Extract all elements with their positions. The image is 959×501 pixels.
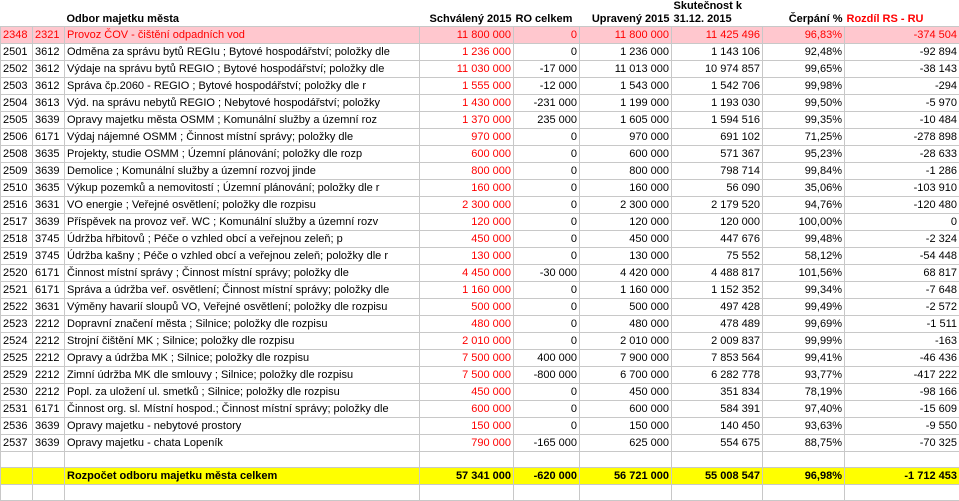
- cell-skutecnost: 571 367: [672, 146, 763, 163]
- empty-cell: [65, 485, 420, 501]
- cell-ro: 0: [514, 316, 580, 333]
- cell-schvaleny: 160 000: [420, 180, 514, 197]
- cell-ro: 0: [514, 248, 580, 265]
- cell-rozdil: -2 324: [845, 231, 959, 248]
- table-row[interactable]: [1, 367, 959, 384]
- cell-schvaleny: 2 300 000: [420, 197, 514, 214]
- cell-skutecnost: 7 853 564: [672, 350, 763, 367]
- table-row[interactable]: [1, 163, 959, 180]
- cell-paragraph: 2212: [33, 350, 65, 367]
- table-row[interactable]: [1, 180, 959, 197]
- cell-paragraph: 6171: [33, 265, 65, 282]
- header-rozdil: Rozdíl RS - RU: [845, 12, 959, 27]
- cell-paragraph: 2212: [33, 384, 65, 401]
- cell-cerpani: 88,75%: [763, 435, 845, 452]
- total-rozdil: -1 712 453: [845, 468, 959, 485]
- empty-cell: [672, 485, 763, 501]
- cell-ro: 0: [514, 163, 580, 180]
- table-row[interactable]: [1, 316, 959, 333]
- cell-schvaleny: 970 000: [420, 129, 514, 146]
- cell-upraveny: 120 000: [580, 214, 672, 231]
- cell-name: Opravy majetku města OSMM ; Komunální služby a územní roz: [65, 112, 420, 129]
- cell-rozdil: -103 910: [845, 180, 959, 197]
- cell-cerpani: 97,40%: [763, 401, 845, 418]
- cell-name: Výdaj nájemné OSMM ; Činnost místní správy; položky dle: [65, 129, 420, 146]
- cell-cerpani: 99,50%: [763, 95, 845, 112]
- cell-upraveny: 1 236 000: [580, 44, 672, 61]
- cell-paragraph: 3745: [33, 248, 65, 265]
- cell-paragraph: 6171: [33, 282, 65, 299]
- cell-cerpani: 99,35%: [763, 112, 845, 129]
- cell-cerpani: 99,34%: [763, 282, 845, 299]
- cell-paragraph: 3635: [33, 180, 65, 197]
- cell-upraveny: 970 000: [580, 129, 672, 146]
- cell-rozdil: -92 894: [845, 44, 959, 61]
- cell-rozdil: -98 166: [845, 384, 959, 401]
- total-upraveny: 56 721 000: [580, 468, 672, 485]
- cell-ro: 0: [514, 384, 580, 401]
- cell-paragraph: 3613: [33, 95, 65, 112]
- cell-rozdil: -163: [845, 333, 959, 350]
- cell-ro: 0: [514, 197, 580, 214]
- cell-schvaleny: 120 000: [420, 214, 514, 231]
- cell-code: 2520: [1, 265, 33, 282]
- cell-cerpani: 99,99%: [763, 333, 845, 350]
- empty-cell: [33, 485, 65, 501]
- cell-skutecnost: 6 282 778: [672, 367, 763, 384]
- cell-name: Výd. na správu nebytů REGIO ; Nebytové hospodářství; položky: [65, 95, 420, 112]
- empty-cell: [1, 468, 33, 485]
- cell-skutecnost: 1 193 030: [672, 95, 763, 112]
- cell-schvaleny: 11 800 000: [420, 27, 514, 44]
- cell-paragraph: 3612: [33, 61, 65, 78]
- cell-code: 2522: [1, 299, 33, 316]
- cell-upraveny: 6 700 000: [580, 367, 672, 384]
- total-skutecnost: 55 008 547: [672, 468, 763, 485]
- cell-schvaleny: 600 000: [420, 146, 514, 163]
- cell-schvaleny: 800 000: [420, 163, 514, 180]
- cell-code: 2519: [1, 248, 33, 265]
- cell-code: 2504: [1, 95, 33, 112]
- cell-paragraph: 3612: [33, 44, 65, 61]
- cell-upraveny: 2 010 000: [580, 333, 672, 350]
- table-row[interactable]: [1, 78, 959, 95]
- cell-rozdil: -54 448: [845, 248, 959, 265]
- cell-schvaleny: 1 430 000: [420, 95, 514, 112]
- cell-ro: 0: [514, 282, 580, 299]
- cell-skutecnost: 691 102: [672, 129, 763, 146]
- cell-upraveny: 480 000: [580, 316, 672, 333]
- header-odbor: Odbor majetku města: [65, 12, 420, 27]
- cell-rozdil: -15 609: [845, 401, 959, 418]
- empty-cell: [763, 452, 845, 468]
- header-row-1: [1, 0, 959, 12]
- cell-code: 2523: [1, 316, 33, 333]
- cell-skutecnost: 2 009 837: [672, 333, 763, 350]
- cell-skutecnost: 10 974 857: [672, 61, 763, 78]
- empty-cell: [580, 452, 672, 468]
- cell-rozdil: -46 436: [845, 350, 959, 367]
- cell-paragraph: 3612: [33, 78, 65, 95]
- header-schvaleny: Schválený 2015: [420, 12, 514, 27]
- cell-upraveny: 600 000: [580, 146, 672, 163]
- cell-paragraph: 2212: [33, 316, 65, 333]
- cell-code: 2501: [1, 44, 33, 61]
- cell-upraveny: 625 000: [580, 435, 672, 452]
- cell-cerpani: 100,00%: [763, 214, 845, 231]
- cell-ro: -800 000: [514, 367, 580, 384]
- cell-skutecnost: 75 552: [672, 248, 763, 265]
- cell-name: Dopravní značení města ; Silnice; položky dle rozpisu: [65, 316, 420, 333]
- cell-name: Opravy a údržba MK ; Silnice; položky dle rozpisu: [65, 350, 420, 367]
- cell-cerpani: 71,25%: [763, 129, 845, 146]
- empty-cell: [420, 452, 514, 468]
- cell-ro: -30 000: [514, 265, 580, 282]
- cell-cerpani: 99,98%: [763, 78, 845, 95]
- cell-code: 2521: [1, 282, 33, 299]
- cell-code: 2524: [1, 333, 33, 350]
- cell-cerpani: 99,49%: [763, 299, 845, 316]
- cell-code: 2531: [1, 401, 33, 418]
- empty-cell: [33, 468, 65, 485]
- table-row[interactable]: [1, 197, 959, 214]
- header-row-2: [1, 12, 959, 27]
- cell-ro: 0: [514, 214, 580, 231]
- cell-cerpani: 99,65%: [763, 61, 845, 78]
- table-row[interactable]: [1, 129, 959, 146]
- header-skutecnost-line2: 31.12. 2015: [672, 12, 763, 27]
- cell-code: 2348: [1, 27, 33, 44]
- cell-schvaleny: 1 236 000: [420, 44, 514, 61]
- cell-name: Provoz ČOV - čištění odpadních vod: [65, 27, 420, 44]
- cell-schvaleny: 450 000: [420, 231, 514, 248]
- cell-name: Správa a údržba veř. osvětlení; Činnost místní správy; položky dle: [65, 282, 420, 299]
- cell-code: 2518: [1, 231, 33, 248]
- cell-skutecnost: 1 542 706: [672, 78, 763, 95]
- cell-name: Opravy majetku - chata Lopeník: [65, 435, 420, 452]
- cell-upraveny: 1 199 000: [580, 95, 672, 112]
- cell-code: 2525: [1, 350, 33, 367]
- cell-upraveny: 1 605 000: [580, 112, 672, 129]
- cell-cerpani: 95,23%: [763, 146, 845, 163]
- table-row[interactable]: [1, 61, 959, 78]
- cell-ro: 0: [514, 231, 580, 248]
- header-upraveny: Upravený 2015: [580, 12, 672, 27]
- cell-schvaleny: 1 555 000: [420, 78, 514, 95]
- cell-code: 2502: [1, 61, 33, 78]
- cell-cerpani: 101,56%: [763, 265, 845, 282]
- cell-rozdil: -417 222: [845, 367, 959, 384]
- cell-name: Příspěvek na provoz veř. WC ; Komunální služby a územní rozv: [65, 214, 420, 231]
- cell-name: Projekty, studie OSMM ; Územní plánování; položky dle rozp: [65, 146, 420, 163]
- cell-code: 2509: [1, 163, 33, 180]
- spacer-row: [1, 485, 959, 501]
- header-ro-celkem: RO celkem: [514, 12, 580, 27]
- table-row[interactable]: [1, 265, 959, 282]
- cell-rozdil: -294: [845, 78, 959, 95]
- cell-code: 2505: [1, 112, 33, 129]
- cell-name: Správa čp.2060 - REGIO ; Bytové hospodářství; položky dle r: [65, 78, 420, 95]
- cell-schvaleny: 130 000: [420, 248, 514, 265]
- table-row[interactable]: [1, 214, 959, 231]
- cell-upraveny: 450 000: [580, 384, 672, 401]
- cell-code: 2516: [1, 197, 33, 214]
- total-row[interactable]: [1, 468, 959, 485]
- cell-paragraph: 3639: [33, 112, 65, 129]
- cell-skutecnost: 351 834: [672, 384, 763, 401]
- cell-paragraph: 2321: [33, 27, 65, 44]
- cell-ro: 0: [514, 146, 580, 163]
- cell-rozdil: -28 633: [845, 146, 959, 163]
- cell-skutecnost: 1 152 352: [672, 282, 763, 299]
- cell-schvaleny: 790 000: [420, 435, 514, 452]
- cell-code: 2510: [1, 180, 33, 197]
- cell-rozdil: -5 970: [845, 95, 959, 112]
- cell-name: Odměna za správu bytů REGIu ; Bytové hospodářství; položky dle: [65, 44, 420, 61]
- table-row[interactable]: [1, 95, 959, 112]
- cell-paragraph: 3639: [33, 418, 65, 435]
- cell-schvaleny: 600 000: [420, 401, 514, 418]
- empty-cell: [65, 452, 420, 468]
- cell-rozdil: -278 898: [845, 129, 959, 146]
- empty-cell: [845, 485, 959, 501]
- cell-upraveny: 2 300 000: [580, 197, 672, 214]
- cell-ro: -231 000: [514, 95, 580, 112]
- cell-cerpani: 99,69%: [763, 316, 845, 333]
- cell-schvaleny: 450 000: [420, 384, 514, 401]
- table-row[interactable]: [1, 435, 959, 452]
- cell-paragraph: 3745: [33, 231, 65, 248]
- table-row[interactable]: [1, 248, 959, 265]
- cell-paragraph: 3639: [33, 435, 65, 452]
- table-row[interactable]: [1, 333, 959, 350]
- cell-upraveny: 1 160 000: [580, 282, 672, 299]
- cell-name: Výkup pozemků a nemovitostí ; Územní plánování; položky dle r: [65, 180, 420, 197]
- table-row[interactable]: [1, 44, 959, 61]
- empty-cell: [1, 452, 33, 468]
- cell-upraveny: 600 000: [580, 401, 672, 418]
- cell-ro: -12 000: [514, 78, 580, 95]
- cell-schvaleny: 4 450 000: [420, 265, 514, 282]
- total-ro: -620 000: [514, 468, 580, 485]
- header-cerpani: Čerpání %: [763, 12, 845, 27]
- cell-skutecnost: 554 675: [672, 435, 763, 452]
- empty-cell: [420, 485, 514, 501]
- cell-ro: 0: [514, 129, 580, 146]
- cell-ro: 400 000: [514, 350, 580, 367]
- cell-skutecnost: 56 090: [672, 180, 763, 197]
- total-schvaleny: 57 341 000: [420, 468, 514, 485]
- spacer-row: [1, 452, 959, 468]
- table-row[interactable]: [1, 418, 959, 435]
- table-row[interactable]: [1, 384, 959, 401]
- header-skutecnost-line1: Skutečnost k: [672, 0, 763, 12]
- cell-ro: -17 000: [514, 61, 580, 78]
- cell-code: 2530: [1, 384, 33, 401]
- cell-cerpani: 99,48%: [763, 231, 845, 248]
- cell-rozdil: -1 511: [845, 316, 959, 333]
- cell-paragraph: 3635: [33, 146, 65, 163]
- cell-upraveny: 150 000: [580, 418, 672, 435]
- cell-skutecnost: 1 594 516: [672, 112, 763, 129]
- cell-code: 2529: [1, 367, 33, 384]
- cell-schvaleny: 500 000: [420, 299, 514, 316]
- table-row[interactable]: [1, 282, 959, 299]
- cell-paragraph: 3631: [33, 299, 65, 316]
- cell-upraveny: 160 000: [580, 180, 672, 197]
- cell-code: 2508: [1, 146, 33, 163]
- cell-skutecnost: 447 676: [672, 231, 763, 248]
- cell-name: Zimní údržba MK dle smlouvy ; Silnice; položky dle rozpisu: [65, 367, 420, 384]
- cell-rozdil: -7 648: [845, 282, 959, 299]
- cell-upraveny: 800 000: [580, 163, 672, 180]
- cell-rozdil: -120 480: [845, 197, 959, 214]
- cell-name: Výměny havarií sloupů VO, Veřejné osvětlení; položky dle rozpisu: [65, 299, 420, 316]
- cell-cerpani: 99,41%: [763, 350, 845, 367]
- cell-schvaleny: 11 030 000: [420, 61, 514, 78]
- cell-ro: 0: [514, 401, 580, 418]
- cell-cerpani: 96,83%: [763, 27, 845, 44]
- cell-rozdil: -10 484: [845, 112, 959, 129]
- cell-skutecnost: 1 143 106: [672, 44, 763, 61]
- cell-ro: 0: [514, 418, 580, 435]
- cell-ro: 0: [514, 44, 580, 61]
- empty-cell: [514, 485, 580, 501]
- cell-rozdil: -1 286: [845, 163, 959, 180]
- empty-cell: [580, 485, 672, 501]
- cell-name: Demolice ; Komunální služby a územní rozvoj jinde: [65, 163, 420, 180]
- cell-cerpani: 99,84%: [763, 163, 845, 180]
- cell-name: VO energie ; Veřejné osvětlení; položky dle rozpisu: [65, 197, 420, 214]
- cell-cerpani: 78,19%: [763, 384, 845, 401]
- cell-ro: 235 000: [514, 112, 580, 129]
- table-row[interactable]: [1, 231, 959, 248]
- table-row[interactable]: [1, 146, 959, 163]
- cell-skutecnost: 4 488 817: [672, 265, 763, 282]
- cell-upraveny: 450 000: [580, 231, 672, 248]
- cell-code: 2536: [1, 418, 33, 435]
- cell-name: Výdaje na správu bytů REGIO ; Bytové hospodářství; položky dle: [65, 61, 420, 78]
- empty-cell: [763, 485, 845, 501]
- cell-schvaleny: 150 000: [420, 418, 514, 435]
- cell-schvaleny: 7 500 000: [420, 350, 514, 367]
- empty-cell: [1, 485, 33, 501]
- cell-upraveny: 4 420 000: [580, 265, 672, 282]
- cell-rozdil: -38 143: [845, 61, 959, 78]
- cell-upraveny: 11 800 000: [580, 27, 672, 44]
- table-row[interactable]: [1, 112, 959, 129]
- cell-cerpani: 93,63%: [763, 418, 845, 435]
- cell-skutecnost: 2 179 520: [672, 197, 763, 214]
- cell-paragraph: 3639: [33, 163, 65, 180]
- cell-upraveny: 500 000: [580, 299, 672, 316]
- cell-cerpani: 35,06%: [763, 180, 845, 197]
- cell-cerpani: 58,12%: [763, 248, 845, 265]
- cell-rozdil: -9 550: [845, 418, 959, 435]
- cell-schvaleny: 7 500 000: [420, 367, 514, 384]
- cell-name: Údržba kašny ; Péče o vzhled obcí a veřejnou zeleň; položky dle r: [65, 248, 420, 265]
- cell-paragraph: 2212: [33, 367, 65, 384]
- cell-paragraph: 2212: [33, 333, 65, 350]
- cell-name: Činnost místní správy ; Činnost místní správy; položky dle: [65, 265, 420, 282]
- empty-cell: [33, 452, 65, 468]
- cell-cerpani: 93,77%: [763, 367, 845, 384]
- cell-rozdil: -70 325: [845, 435, 959, 452]
- cell-rozdil: -374 504: [845, 27, 959, 44]
- cell-schvaleny: 2 010 000: [420, 333, 514, 350]
- cell-code: 2503: [1, 78, 33, 95]
- cell-ro: 0: [514, 27, 580, 44]
- cell-ro: -165 000: [514, 435, 580, 452]
- cell-schvaleny: 480 000: [420, 316, 514, 333]
- total-label: Rozpočet odboru majetku města celkem: [65, 468, 420, 485]
- empty-cell: [672, 452, 763, 468]
- total-cerpani: 96,98%: [763, 468, 845, 485]
- cell-rozdil: 0: [845, 214, 959, 231]
- cell-cerpani: 94,76%: [763, 197, 845, 214]
- highlight-row[interactable]: [1, 27, 959, 44]
- cell-schvaleny: 1 370 000: [420, 112, 514, 129]
- cell-upraveny: 130 000: [580, 248, 672, 265]
- cell-ro: 0: [514, 180, 580, 197]
- cell-cerpani: 92,48%: [763, 44, 845, 61]
- cell-name: Strojní čištění MK ; Silnice; položky dle rozpisu: [65, 333, 420, 350]
- cell-ro: 0: [514, 299, 580, 316]
- cell-upraveny: 1 543 000: [580, 78, 672, 95]
- cell-paragraph: 6171: [33, 129, 65, 146]
- cell-upraveny: 7 900 000: [580, 350, 672, 367]
- table-row[interactable]: [1, 350, 959, 367]
- cell-ro: 0: [514, 333, 580, 350]
- cell-rozdil: -2 572: [845, 299, 959, 316]
- cell-skutecnost: 478 489: [672, 316, 763, 333]
- cell-paragraph: 3631: [33, 197, 65, 214]
- cell-name: Činnost org. sl. Místní hospod.; Činnost místní správy; položky dle: [65, 401, 420, 418]
- cell-skutecnost: 140 450: [672, 418, 763, 435]
- cell-skutecnost: 120 000: [672, 214, 763, 231]
- cell-skutecnost: 11 425 496: [672, 27, 763, 44]
- cell-upraveny: 11 013 000: [580, 61, 672, 78]
- cell-paragraph: 6171: [33, 401, 65, 418]
- cell-skutecnost: 584 391: [672, 401, 763, 418]
- cell-paragraph: 3639: [33, 214, 65, 231]
- cell-skutecnost: 497 428: [672, 299, 763, 316]
- table-row[interactable]: [1, 401, 959, 418]
- empty-cell: [845, 452, 959, 468]
- cell-schvaleny: 1 160 000: [420, 282, 514, 299]
- cell-name: Popl. za uložení ul. smetků ; Silnice; položky dle rozpisu: [65, 384, 420, 401]
- cell-rozdil: 68 817: [845, 265, 959, 282]
- cell-code: 2517: [1, 214, 33, 231]
- cell-code: 2506: [1, 129, 33, 146]
- cell-code: 2537: [1, 435, 33, 452]
- empty-cell: [514, 452, 580, 468]
- table-row[interactable]: [1, 299, 959, 316]
- cell-skutecnost: 798 714: [672, 163, 763, 180]
- cell-name: Údržba hřbitovů ; Péče o vzhled obcí a veřejnou zeleň; p: [65, 231, 420, 248]
- cell-name: Opravy majetku - nebytové prostory: [65, 418, 420, 435]
